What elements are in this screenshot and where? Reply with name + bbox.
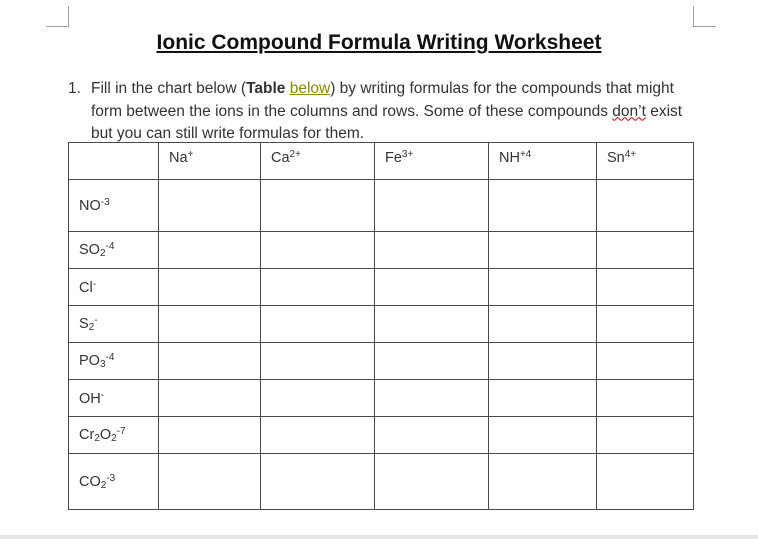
formula-answer-cell[interactable] — [159, 232, 261, 269]
question-text-middle: ) by writing formulas for the compounds that might form between the ions in the columns and rows. Some of these compounds — [91, 80, 674, 120]
formula-answer-cell[interactable] — [261, 232, 375, 269]
anion-label: $CO_2^{-3}$ — [69, 454, 159, 510]
anion-row — [69, 180, 694, 232]
formula-answer-cell[interactable] — [375, 306, 489, 343]
formula-answer-cell[interactable] — [597, 232, 694, 269]
formula-answer-cell[interactable] — [597, 269, 694, 306]
anion-label: OH- — [69, 380, 159, 417]
anion-label: $NO^{-3}$ — [69, 180, 159, 232]
formula-answer-cell[interactable] — [489, 343, 597, 380]
anion-row — [69, 417, 694, 454]
formula-answer-cell[interactable] — [261, 269, 375, 306]
formula-answer-cell[interactable] — [159, 380, 261, 417]
formula-answer-cell[interactable] — [261, 306, 375, 343]
anion-label: $PO_3^{-4}$ — [69, 343, 159, 380]
table-reference-label: Table — [246, 80, 286, 97]
anion-row — [69, 232, 694, 269]
formula-answer-cell[interactable] — [597, 343, 694, 380]
formula-answer-cell[interactable] — [375, 232, 489, 269]
anion-row — [69, 343, 694, 380]
anion-label: $S_2^-$ — [69, 306, 159, 343]
formula-answer-cell[interactable] — [597, 417, 694, 454]
formula-answer-cell[interactable] — [597, 306, 694, 343]
anion-row — [69, 306, 694, 343]
question-number: 1. — [68, 80, 81, 97]
cation-header-fe: $Fe^{3+}$ — [375, 143, 489, 180]
worksheet-title: Ionic Compound Formula Writing Worksheet — [156, 31, 602, 54]
formula-answer-cell[interactable] — [159, 417, 261, 454]
anion-label: $SO_2^{-4}$ — [69, 232, 159, 269]
formula-answer-cell[interactable] — [159, 180, 261, 232]
spellcheck-flagged-word[interactable]: don’t — [612, 102, 646, 120]
formula-answer-cell[interactable] — [489, 232, 597, 269]
formula-answer-cell[interactable] — [489, 306, 597, 343]
formula-answer-cell[interactable] — [159, 343, 261, 380]
cation-header-ca: $Ca^{2+}$ — [261, 143, 375, 180]
formula-answer-cell[interactable] — [489, 417, 597, 454]
cation-header-nh4: $NH^{+4}$ — [489, 143, 597, 180]
formula-answer-cell[interactable] — [261, 417, 375, 454]
formula-answer-cell[interactable] — [489, 180, 597, 232]
formula-answer-cell[interactable] — [375, 343, 489, 380]
formula-answer-cell[interactable] — [159, 306, 261, 343]
formula-answer-cell[interactable] — [375, 454, 489, 510]
formula-answer-cell[interactable] — [375, 417, 489, 454]
formula-answer-cell[interactable] — [375, 269, 489, 306]
formula-answer-cell[interactable] — [261, 454, 375, 510]
anion-row — [69, 269, 694, 306]
table-below-link[interactable]: below — [289, 80, 331, 97]
question-text-end: exist but you can still write formulas for them. — [91, 102, 683, 142]
question-text — [91, 78, 688, 146]
formula-answer-cell[interactable] — [261, 180, 375, 232]
header-row — [69, 143, 694, 180]
question-text-start: Fill in the chart below ( — [91, 80, 247, 97]
margin-corner-mark-right — [693, 6, 716, 27]
anion-label: $Cr_2O_2^{-7}$ — [69, 417, 159, 454]
formula-answer-cell[interactable] — [159, 269, 261, 306]
cation-header-sn: $Sn^{4+}$ — [597, 143, 694, 180]
formula-answer-cell[interactable] — [489, 380, 597, 417]
anion-row — [69, 454, 694, 510]
formula-answer-cell[interactable] — [489, 454, 597, 510]
formula-answer-cell[interactable] — [159, 454, 261, 510]
anion-row — [69, 380, 694, 417]
page-bottom-edge — [0, 535, 758, 539]
formula-answer-cell[interactable] — [489, 269, 597, 306]
ion-chart-table — [68, 142, 694, 510]
formula-answer-cell[interactable] — [261, 343, 375, 380]
formula-answer-cell[interactable] — [597, 454, 694, 510]
formula-answer-cell[interactable] — [375, 180, 489, 232]
corner-cell — [69, 143, 159, 180]
question-1 — [68, 78, 688, 146]
cation-header-na: Na+ — [159, 143, 261, 180]
formula-answer-cell[interactable] — [261, 380, 375, 417]
margin-corner-mark-left — [46, 6, 69, 27]
anion-label: Cl- — [69, 269, 159, 306]
formula-answer-cell[interactable] — [597, 180, 694, 232]
formula-answer-cell[interactable] — [597, 380, 694, 417]
formula-answer-cell[interactable] — [375, 380, 489, 417]
